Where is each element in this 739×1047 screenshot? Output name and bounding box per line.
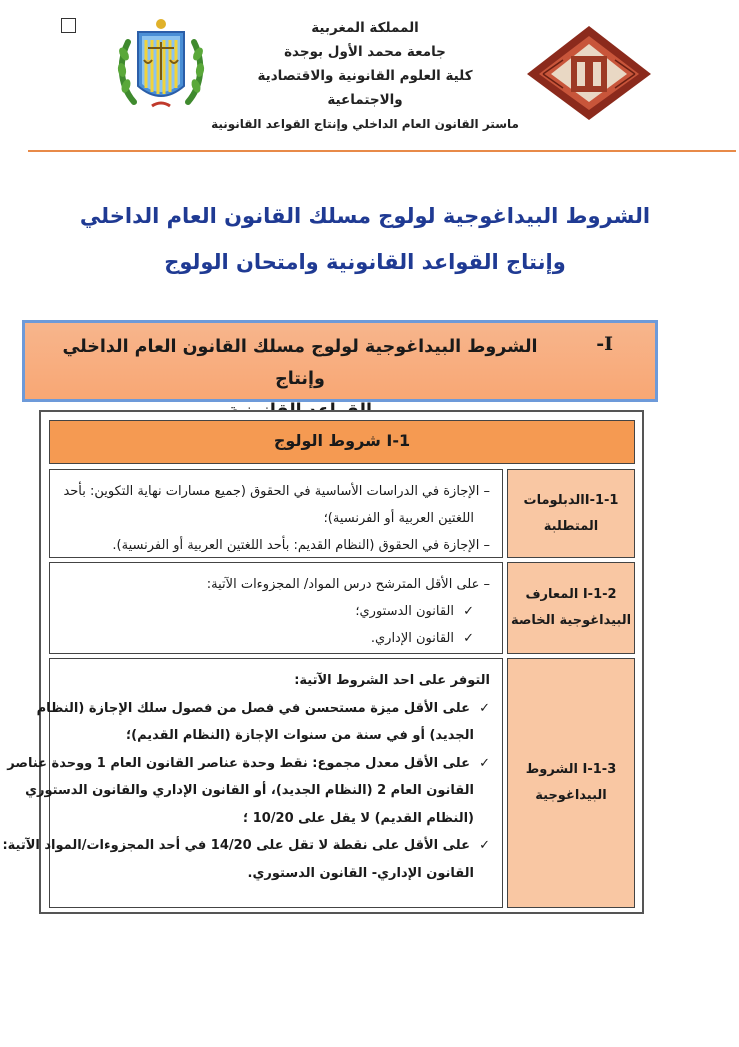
selection-checkbox[interactable] — [61, 18, 76, 33]
row-label-line: I-1-1الدبلومات — [523, 492, 619, 508]
page-title-line1: الشروط البيداغوجية لولوج مسلك القانون العام الداخلي — [79, 204, 651, 228]
university-building-emblem-icon — [523, 22, 655, 122]
content-line: القانون العام 2 (النظام الجديد)، أو القانون الإداري والقانون الدستوري — [25, 783, 474, 798]
row-label-line: البيداغوجية — [535, 788, 607, 803]
header-divider — [28, 150, 736, 152]
header-university: جامعة محمد الأول بوجدة — [284, 44, 446, 60]
content-line: على الأقل ميزة مستحسن في فصل من فصول سلك الإجازة (النظام — [36, 700, 470, 716]
section-heading — [22, 320, 658, 402]
section-title-line1: الشروط البيداغوجية لولوج مسلك القانون العام الداخلي وإنتاج — [62, 337, 538, 389]
row-label-line: البيداغوجية الخاصة — [510, 613, 632, 628]
content-line: – على الأقل المترشح درس المواد/ المجزوءات الآتية: — [206, 577, 490, 592]
content-line: القانون الإداري- القانون الدستوري. — [247, 865, 474, 881]
table-header: I-1 شروط الولوج — [49, 420, 635, 464]
checkmark-icon: ✓ — [479, 838, 490, 853]
content-line: على الأقل معدل مجموع: نقط وحدة عناصر القانون العام 1 ووحدة عناصر — [7, 755, 470, 771]
row-content-knowledge — [49, 562, 503, 654]
content-line: اللغتين العربية أو الفرنسية)؛ — [323, 511, 474, 526]
page-title — [40, 193, 690, 285]
content-line: القانون الإداري. — [370, 631, 454, 646]
header-faculty: كلية العلوم القانونية والاقتصادية — [257, 68, 473, 84]
institution-header — [200, 16, 530, 136]
content-line: – الإجازة في الدراسات الأساسية في الحقوق (جميع مسارات نهاية التكوين: بأحد — [63, 484, 490, 499]
content-line: التوفر على احد الشروط الآتية: — [294, 673, 490, 688]
row-label-line: I-1-3 الشروط — [525, 762, 617, 777]
row-content-diplomas — [49, 469, 503, 558]
scales-of-justice-emblem-icon — [112, 14, 210, 114]
page-title-line2: وإنتاج القواعد القانونية وامتحان الولوج — [164, 250, 566, 274]
content-line: القانون الدستوري؛ — [355, 604, 454, 619]
row-label-knowledge — [507, 562, 635, 654]
checkmark-icon: ✓ — [463, 631, 474, 646]
admission-conditions-table — [2, 410, 644, 914]
checkmark-icon: ✓ — [463, 604, 474, 619]
content-line: – الإجازة في الحقوق (النظام القديم: بأحد اللغتين العربية أو الفرنسية). — [112, 538, 490, 553]
header-master: ماستر القانون العام الداخلي وإنتاج القواعد القانونية — [211, 117, 519, 131]
checkmark-icon: ✓ — [479, 700, 490, 716]
header-kingdom: المملكة المغربية — [311, 20, 419, 36]
row-label-pedagogical — [507, 658, 635, 908]
header-faculty-cont: والاجتماعية — [327, 92, 403, 108]
checkmark-icon: ✓ — [479, 755, 490, 771]
section-number: I- — [596, 333, 613, 355]
content-line: على الأقل على نقطة لا تقل على 14/20 في أحد المجزوءات/المواد الآتية: — [2, 838, 470, 853]
row-label-diplomas — [507, 469, 635, 558]
content-line: (النظام القديم) لا يقل على 10/20 ؛ — [242, 810, 474, 826]
content-line: الجديد) أو في سنة من سنوات الإجازة (النظام القديم)؛ — [125, 728, 474, 743]
row-label-line: I-1-2 المعارف — [525, 587, 617, 602]
row-label-line: المتطلبة — [543, 518, 599, 534]
row-content-pedagogical — [2, 658, 503, 908]
